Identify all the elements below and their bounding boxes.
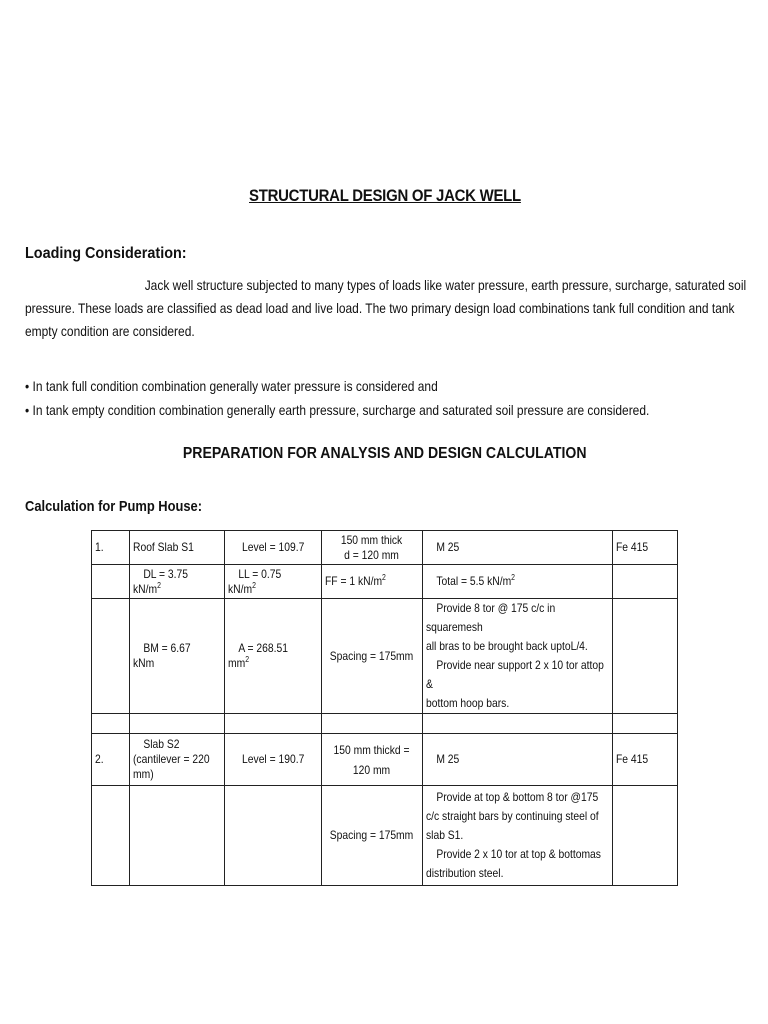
live-load: LL = 0.75 $kN/m^2$	[225, 565, 322, 599]
level-value: Level = 190.7	[225, 734, 322, 786]
table-row	[92, 714, 678, 734]
concrete-grade: M 25	[423, 734, 613, 786]
floor-finish: FF = 1 $kN/m^2$	[322, 565, 423, 599]
bending-moment: BM = 6.67 kNm	[130, 599, 225, 714]
loading-paragraph	[25, 274, 760, 343]
loading-para-rest: These loads are classified as dead load and live load. The two primary design load combinations tank full condition and tank empty condition are considered.	[25, 300, 735, 339]
steel-grade: Fe 415	[613, 734, 678, 786]
table-row	[92, 565, 678, 599]
spacing-value: Spacing = 175mm	[322, 599, 423, 714]
steel-grade: Fe 415	[613, 531, 678, 565]
table-row	[92, 531, 678, 565]
table-row	[92, 734, 678, 786]
table-row	[92, 786, 678, 886]
steel-area: A = 268.51 $mm^2$	[225, 599, 322, 714]
dead-load: DL = 3.75 $kN/m^2$	[130, 565, 225, 599]
slab-name: Slab S2 (cantilever = 220 mm)	[130, 734, 225, 786]
row-number: 1.	[92, 531, 130, 565]
total-load: Total = 5.5 $kN/m^2$	[423, 565, 613, 599]
loading-bullets	[25, 374, 760, 422]
table-row	[92, 599, 678, 714]
slab-name: Roof Slab S1	[130, 531, 225, 565]
reinforcement-note: Provide at top & bottom 8 tor @175 c/c straight bars by continuing steel of slab S1. Provide 2 x 10 tor at top & bottomas distribution steel.	[423, 786, 613, 886]
bullet-tank-full: • In tank full condition combination generally water pressure is considered and	[25, 378, 438, 394]
spacing-value: Spacing = 175mm	[322, 786, 423, 886]
preparation-heading: PREPARATION FOR ANALYSIS AND DESIGN CALCULATION	[182, 445, 587, 462]
document-title: STRUCTURAL DESIGN OF JACK WELL	[249, 186, 521, 205]
concrete-grade: M 25	[423, 531, 613, 565]
level-value: Level = 109.7	[225, 531, 322, 565]
calculation-heading: Calculation for Pump House:	[25, 498, 203, 515]
row-number: 2.	[92, 734, 130, 786]
reinforcement-note: Provide 8 tor @ 175 c/c in squaremesh all bras to be brought back uptoL/4. Provide near support 2 x 10 tor attop & bottom hoop bars.	[423, 599, 613, 714]
thickness-value: 150 mm thick d = 120 mm	[322, 531, 423, 565]
loading-para-first: Jack well structure subjected to many types of loads like water pressure, earth pressure, surcharge, saturated soil pressure.	[25, 277, 747, 316]
bullet-tank-empty: • In tank empty condition combination generally earth pressure, surcharge and saturated soil pressure are considered.	[25, 402, 650, 418]
thickness-value: 150 mm thickd = 120 mm	[322, 734, 423, 786]
calculation-table	[91, 530, 678, 886]
loading-heading: Loading Consideration:	[25, 245, 187, 262]
